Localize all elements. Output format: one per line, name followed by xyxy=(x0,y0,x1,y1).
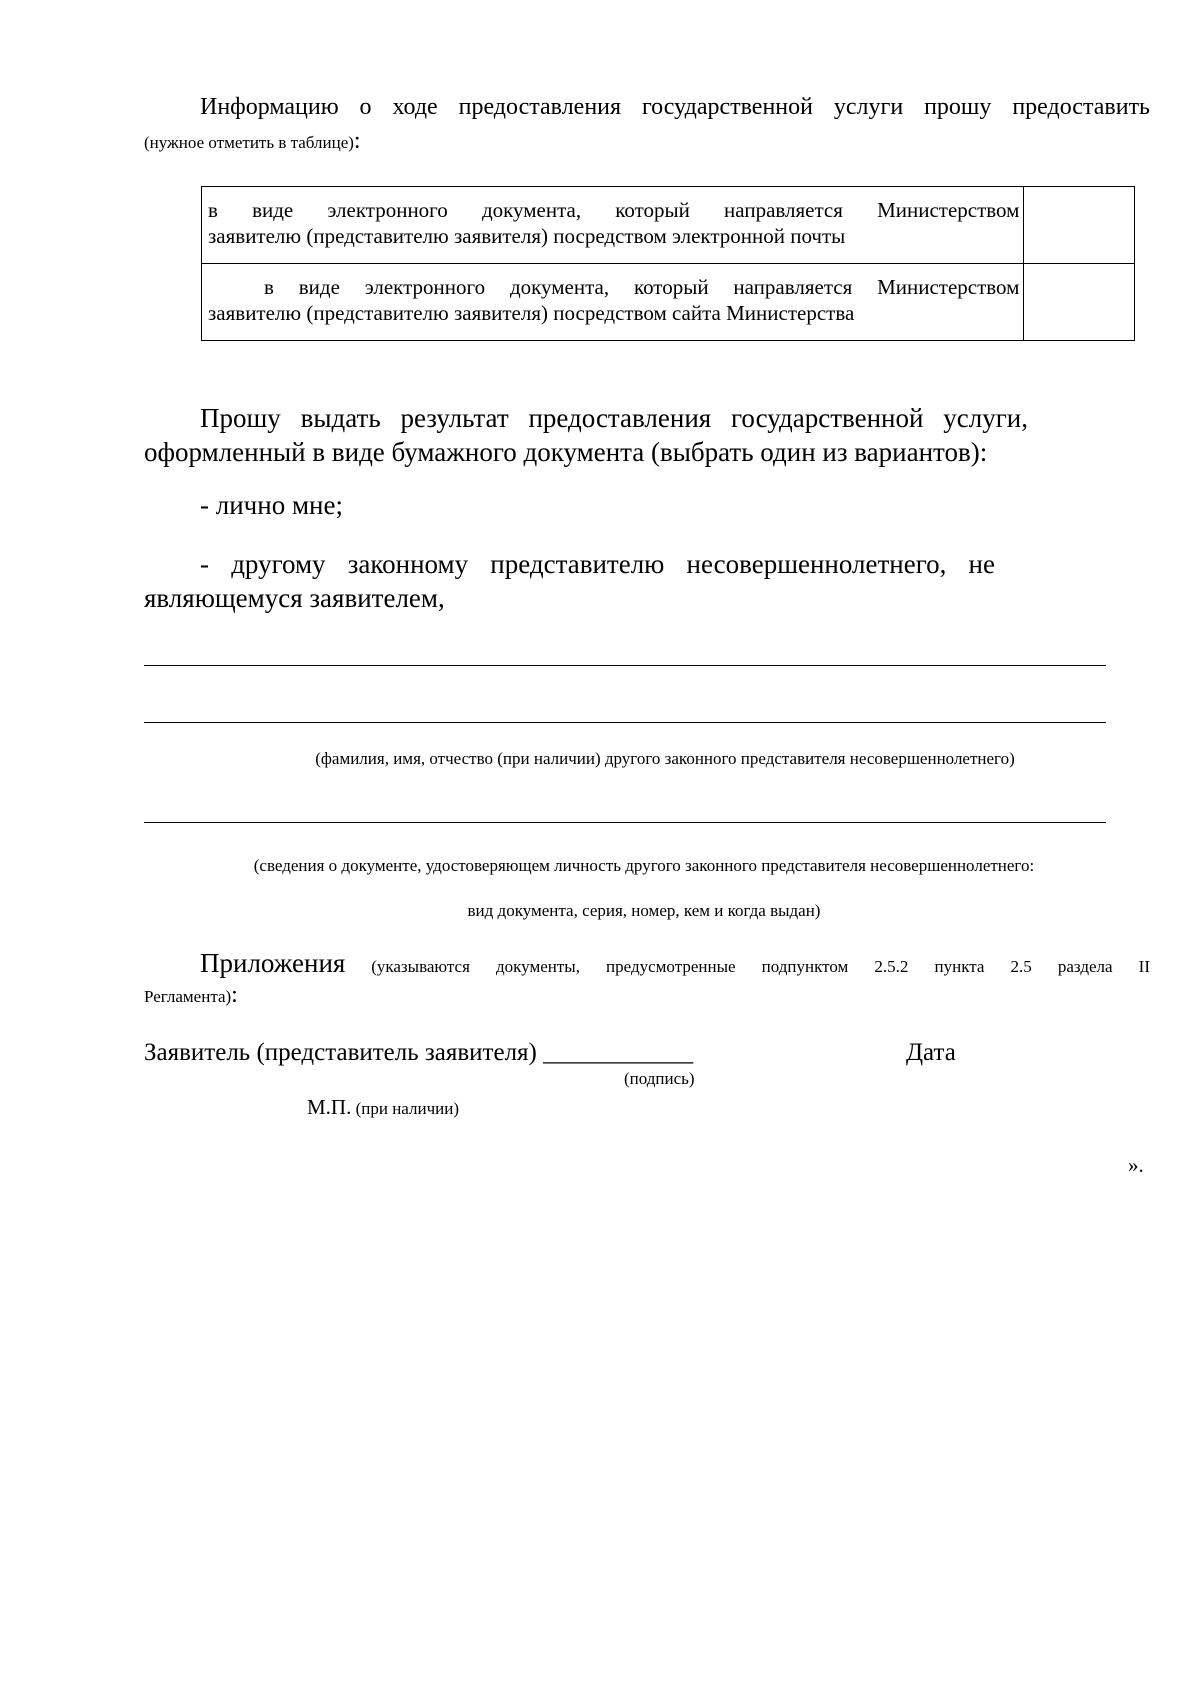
representative-name-caption: (фамилия, имя, отчество (при наличии) другого законного представителя несовершеннолетнего) xyxy=(315,749,1015,768)
applicant-label: Заявитель (представитель заявителя) xyxy=(144,1039,544,1066)
representative-name-field-1[interactable] xyxy=(144,665,1106,666)
option-email-text xyxy=(202,187,1024,264)
signature-field[interactable]: ____________ xyxy=(543,1039,694,1066)
identity-document-caption-line1: (сведения о документе, удостоверяющем личность другого законного представителя несовершеннолетнего: xyxy=(253,856,1035,875)
option-email-line2: заявителю (представителю заявителя) посредством электронной почты xyxy=(208,224,846,248)
option-self: - лично мне; xyxy=(200,490,343,520)
request-text-line1: Прошу выдать результат предоставления государственной услуги, xyxy=(200,403,1028,433)
delivery-method-table xyxy=(201,186,1135,341)
table-row xyxy=(202,264,1135,341)
attachments-heading xyxy=(200,947,1150,984)
intro-note xyxy=(144,129,361,155)
option-other-line2: являющемуся заявителем, xyxy=(144,583,445,613)
identity-document-caption-line2: вид документа, серия, номер, кем и когда выдан) xyxy=(467,901,821,920)
option-email-line1: в виде электронного документа, который направляется Министерством xyxy=(208,198,1020,222)
option-site-line2: заявителю (представителю заявителя) посредством сайта Министерства xyxy=(208,301,855,325)
intro-colon: : xyxy=(353,128,361,154)
option-site-line1: в виде электронного документа, который направляется Министерством xyxy=(264,275,1020,299)
attachments-colon: : xyxy=(231,982,238,1008)
option-site-text xyxy=(202,264,1024,341)
stamp-label: М.П. xyxy=(307,1095,352,1119)
attachments-note-cont: Регламента) xyxy=(144,987,232,1006)
table-row xyxy=(202,187,1135,264)
attachments-note-continued xyxy=(144,982,238,1010)
applicant-signature-line xyxy=(144,1037,693,1069)
attachments-note: (указываются документы, предусмотренные подпунктом 2.5.2 пункта 2.5 раздела II xyxy=(371,957,1150,976)
option-other-line1: - другому законному представителю несовершеннолетнего, не xyxy=(200,549,995,579)
identity-document-field[interactable] xyxy=(144,822,1106,823)
stamp-note: (при наличии) xyxy=(351,1099,459,1118)
signature-caption: (подпись) xyxy=(624,1069,695,1088)
intro-text: Информацию о ходе предоставления государственной услуги прошу предоставить xyxy=(200,94,1150,120)
request-text-line2: оформленный в виде бумажного документа (выбрать один из вариантов): xyxy=(144,437,988,467)
option-email-checkbox[interactable] xyxy=(1024,187,1135,264)
option-site-checkbox[interactable] xyxy=(1024,264,1135,341)
intro-note-text: (нужное отметить в таблице) xyxy=(144,133,354,152)
stamp-line xyxy=(307,1094,459,1123)
closing-quote: ». xyxy=(1128,1153,1144,1177)
date-label: Дата xyxy=(906,1039,956,1066)
representative-name-field-2[interactable] xyxy=(144,722,1106,723)
attachments-label: Приложения xyxy=(200,948,346,978)
